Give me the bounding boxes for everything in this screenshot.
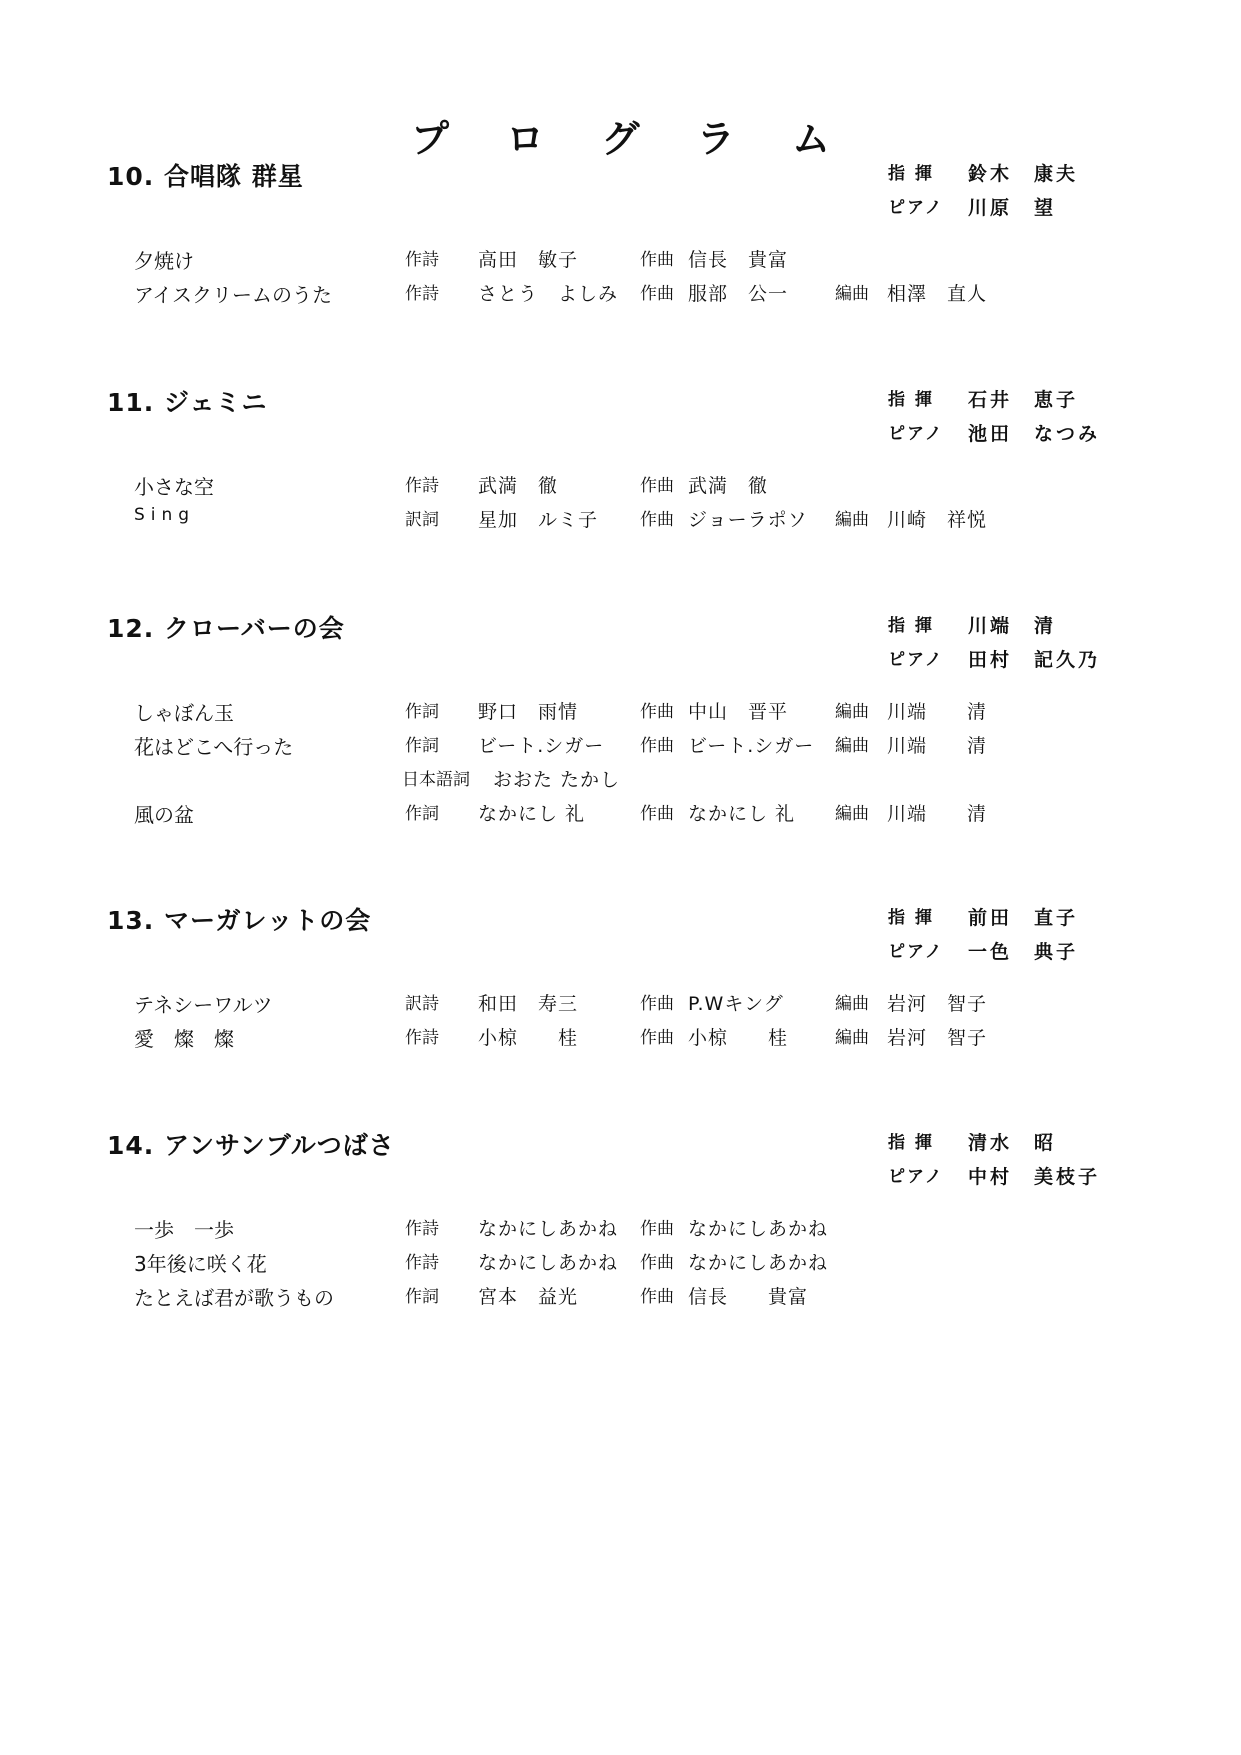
staff-role: 指 揮 [888, 908, 934, 928]
arranger-role: 編曲 [835, 510, 869, 530]
staff-person: 清水 昭 [968, 1132, 1057, 1154]
arranger-name: 川端 清 [887, 735, 988, 757]
song-row [0, 697, 1241, 731]
arranger-name: 川端 清 [887, 803, 988, 825]
lyric-role: 作詩 [405, 1219, 439, 1239]
group-name: 12. クローバーの会 [107, 614, 345, 643]
song-title: テネシーワルツ [134, 993, 273, 1017]
staff-person: 川原 望 [968, 197, 1057, 219]
song-title: 風の盆 [134, 803, 194, 827]
staff-block [888, 159, 1148, 227]
composer-name: なかにしあかね [688, 1252, 829, 1274]
song-title: Sing [134, 505, 196, 525]
lyricist-name: 高田 敏子 [478, 249, 579, 271]
song-row [0, 1214, 1241, 1248]
staff-row-conductor [888, 903, 1148, 937]
staff-person: 川端 清 [968, 615, 1057, 637]
song-title: 3年後に咲く花 [134, 1252, 267, 1276]
song-title: アイスクリームのうた [134, 283, 332, 307]
group-name: 10. 合唱隊 群星 [107, 162, 304, 191]
staff-person: 鈴木 康夫 [968, 163, 1079, 185]
song-list [0, 245, 1241, 313]
song-row [0, 505, 1241, 539]
song-row [0, 1248, 1241, 1282]
composer-name: 中山 晋平 [688, 701, 789, 723]
composer-name: なかにし 礼 [688, 803, 796, 825]
composer-role: 作曲 [640, 284, 674, 304]
staff-role: 指 揮 [888, 616, 934, 636]
composer-role: 作曲 [640, 994, 674, 1014]
song-row-japanese-lyrics [0, 765, 1241, 799]
staff-block [888, 611, 1148, 679]
staff-person: 中村 美枝子 [968, 1166, 1101, 1188]
song-title: 小さな空 [134, 475, 214, 499]
arranger-name: 相澤 直人 [887, 283, 988, 305]
japanese-lyricist-name: おおた たかし [493, 769, 621, 791]
song-list [0, 1214, 1241, 1316]
staff-person: 石井 恵子 [968, 389, 1079, 411]
composer-role: 作曲 [640, 1253, 674, 1273]
staff-block [888, 903, 1148, 971]
lyricist-name: なかにし 礼 [478, 803, 586, 825]
song-list [0, 697, 1241, 833]
lyricist-name: なかにしあかね [478, 1252, 619, 1274]
lyric-role: 訳詩 [405, 994, 439, 1014]
song-title: しゃぼん玉 [134, 701, 234, 725]
song-title: 夕焼け [134, 249, 194, 273]
song-row [0, 279, 1241, 313]
staff-row-piano [888, 419, 1148, 453]
staff-person: 前田 直子 [968, 907, 1079, 929]
lyric-role: 作詞 [405, 1287, 439, 1307]
staff-person: 田村 記久乃 [968, 649, 1101, 671]
staff-role: ピアノ [888, 198, 944, 218]
staff-row-piano [888, 937, 1148, 971]
lyric-role: 作詞 [405, 804, 439, 824]
staff-role: 指 揮 [888, 390, 934, 410]
lyricist-name: 野口 雨情 [478, 701, 579, 723]
composer-role: 作曲 [640, 1028, 674, 1048]
staff-row-conductor [888, 159, 1148, 193]
composer-role: 作曲 [640, 1287, 674, 1307]
staff-row-conductor [888, 1128, 1148, 1162]
staff-row-conductor [888, 385, 1148, 419]
composer-name: 信長 貴富 [688, 249, 789, 271]
lyricist-name: 小椋 桂 [478, 1027, 579, 1049]
composer-role: 作曲 [640, 702, 674, 722]
composer-name: 武満 徹 [688, 475, 769, 497]
lyric-role: 作詩 [405, 1028, 439, 1048]
lyric-role: 作詩 [405, 250, 439, 270]
staff-row-conductor [888, 611, 1148, 645]
composer-role: 作曲 [640, 510, 674, 530]
composer-name: P.Wキング [688, 993, 784, 1015]
composer-role: 作曲 [640, 804, 674, 824]
staff-role: 指 揮 [888, 164, 934, 184]
composer-role: 作曲 [640, 250, 674, 270]
page-title: プ ロ グ ラ ム [411, 117, 852, 161]
song-row [0, 1282, 1241, 1316]
staff-role: ピアノ [888, 424, 944, 444]
staff-role: ピアノ [888, 650, 944, 670]
arranger-name: 岩河 智子 [887, 993, 988, 1015]
arranger-role: 編曲 [835, 736, 869, 756]
arranger-role: 編曲 [835, 994, 869, 1014]
staff-person: 一色 典子 [968, 941, 1079, 963]
lyric-role: 訳詞 [405, 510, 439, 530]
song-list [0, 989, 1241, 1057]
lyricist-name: 和田 寿三 [478, 993, 579, 1015]
lyric-role: 作詩 [405, 476, 439, 496]
lyric-role: 作詞 [405, 736, 439, 756]
staff-row-piano [888, 645, 1148, 679]
arranger-role: 編曲 [835, 702, 869, 722]
group-name: 14. アンサンブルつばさ [107, 1131, 395, 1160]
composer-role: 作曲 [640, 736, 674, 756]
lyricist-name: 宮本 益光 [478, 1286, 579, 1308]
composer-name: ビート.シガー [688, 735, 815, 757]
song-list [0, 471, 1241, 539]
group-name: 11. ジェミニ [107, 388, 268, 417]
staff-row-piano [888, 1162, 1148, 1196]
arranger-name: 岩河 智子 [887, 1027, 988, 1049]
composer-name: 服部 公一 [688, 283, 789, 305]
lyric-role: 作詩 [405, 1253, 439, 1273]
song-row [0, 245, 1241, 279]
arranger-role: 編曲 [835, 1028, 869, 1048]
japanese-lyric-role: 日本語詞 [402, 770, 470, 790]
lyric-role: 作詞 [405, 702, 439, 722]
arranger-name: 川端 清 [887, 701, 988, 723]
song-row [0, 799, 1241, 833]
arranger-name: 川崎 祥悦 [887, 509, 988, 531]
staff-block [888, 385, 1148, 453]
lyric-role: 作詩 [405, 284, 439, 304]
composer-role: 作曲 [640, 1219, 674, 1239]
arranger-role: 編曲 [835, 284, 869, 304]
lyricist-name: なかにしあかね [478, 1218, 619, 1240]
staff-row-piano [888, 193, 1148, 227]
song-row [0, 1023, 1241, 1057]
staff-role: 指 揮 [888, 1133, 934, 1153]
arranger-role: 編曲 [835, 804, 869, 824]
lyricist-name: 星加 ルミ子 [478, 509, 599, 531]
staff-role: ピアノ [888, 942, 944, 962]
group-name: 13. マーガレットの会 [107, 906, 372, 935]
composer-name: なかにしあかね [688, 1218, 829, 1240]
song-title: 一歩 一歩 [134, 1218, 234, 1242]
song-title: たとえば君が歌うもの [134, 1286, 334, 1310]
staff-block [888, 1128, 1148, 1196]
staff-person: 池田 なつみ [968, 423, 1101, 445]
song-title: 花はどこへ行った [134, 735, 294, 759]
song-title: 愛 燦 燦 [134, 1027, 234, 1051]
composer-role: 作曲 [640, 476, 674, 496]
song-row [0, 471, 1241, 505]
composer-name: 小椋 桂 [688, 1027, 789, 1049]
lyricist-name: 武満 徹 [478, 475, 559, 497]
composer-name: ジョーラポソ [688, 509, 808, 531]
composer-name: 信長 貴富 [688, 1286, 809, 1308]
lyricist-name: ビート.シガー [478, 735, 605, 757]
song-row [0, 989, 1241, 1023]
song-row [0, 731, 1241, 765]
staff-role: ピアノ [888, 1167, 944, 1187]
lyricist-name: さとう よしみ [478, 283, 619, 305]
